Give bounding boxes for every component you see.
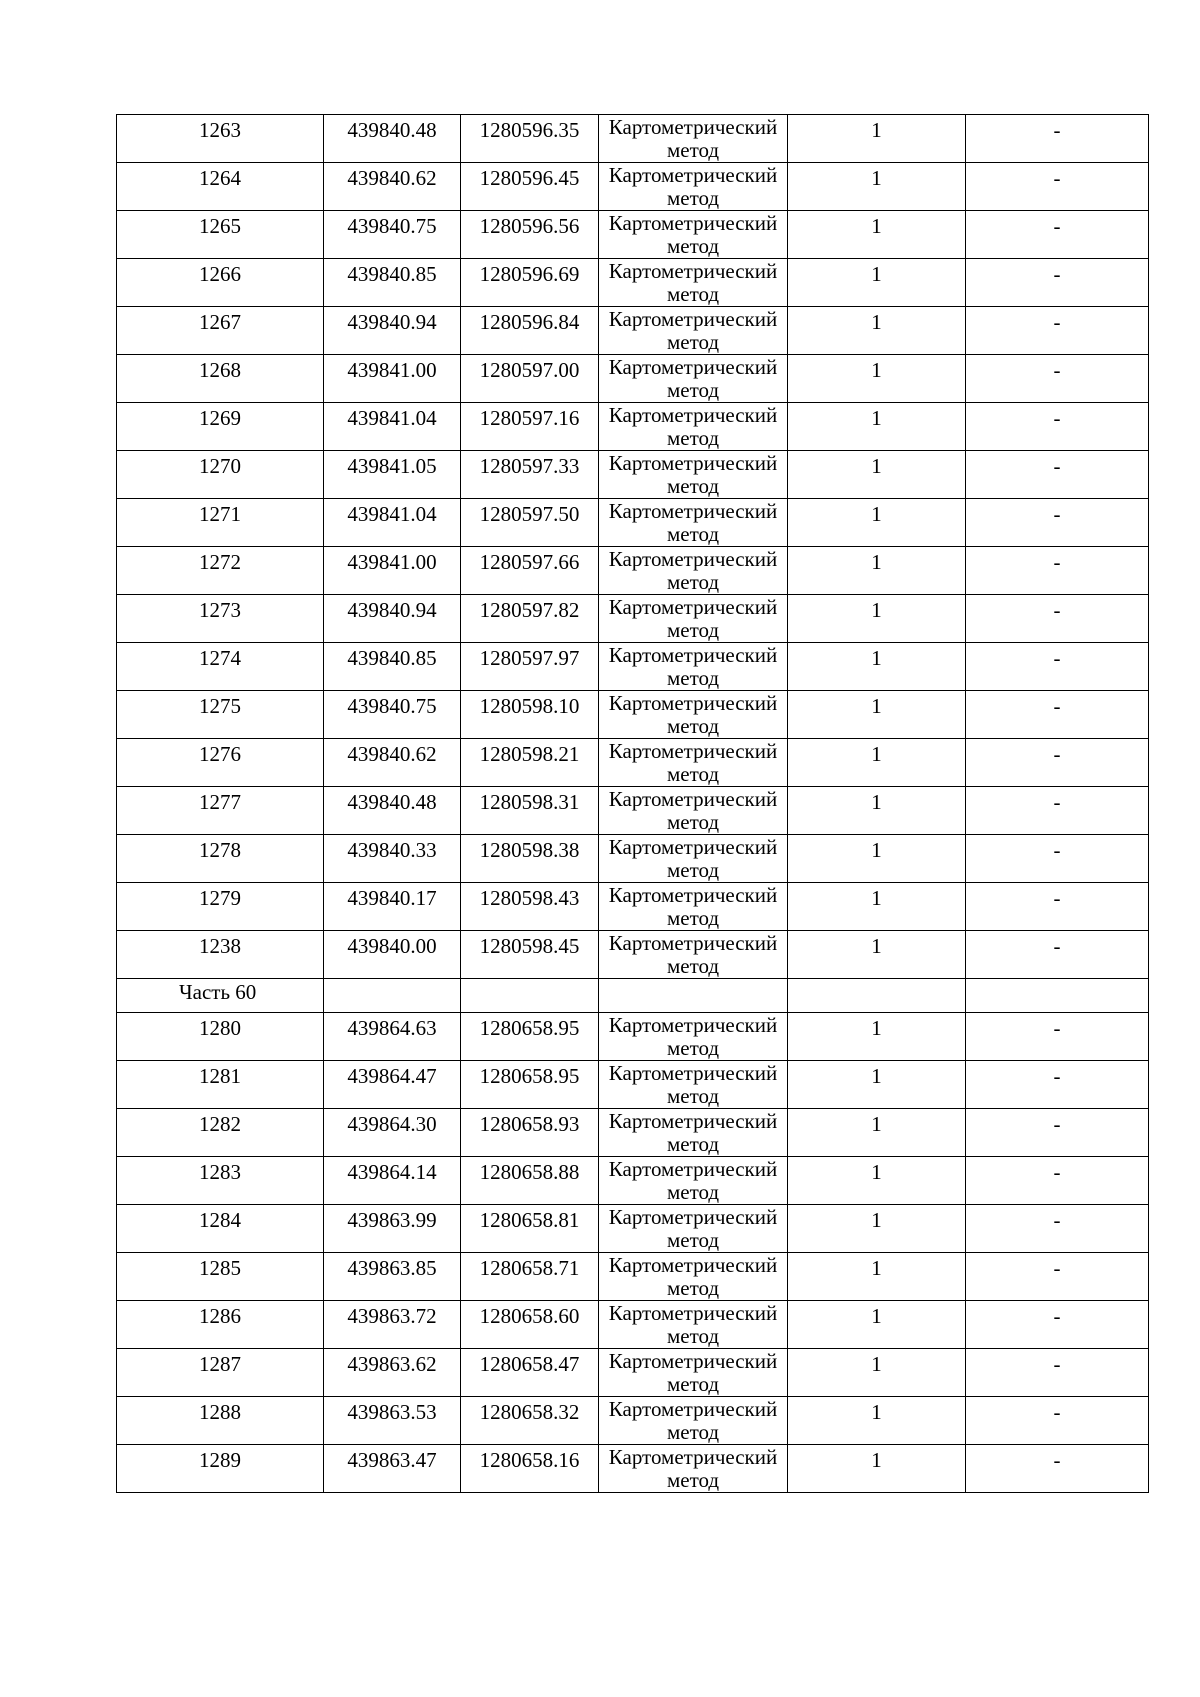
method-text-line: Картометрический <box>608 787 778 811</box>
method-cell <box>599 595 788 643</box>
x-coordinate-cell: 439840.33 <box>324 835 461 883</box>
method-text-line: Картометрический <box>608 835 778 859</box>
point-number-cell: 1263 <box>117 115 324 163</box>
table-row <box>117 1397 1149 1445</box>
x-coordinate-cell: 439863.62 <box>324 1349 461 1397</box>
x-coordinate-cell: 439841.04 <box>324 403 461 451</box>
y-coordinate-cell: 1280598.10 <box>461 691 599 739</box>
y-coordinate-cell: 1280597.66 <box>461 547 599 595</box>
point-number-cell: 1280 <box>117 1013 324 1061</box>
x-coordinate-cell: 439840.48 <box>324 787 461 835</box>
y-coordinate-cell: 1280596.69 <box>461 259 599 307</box>
precision-cell: 1 <box>788 1157 966 1205</box>
method-text-line: метод <box>666 570 720 594</box>
method-text-line: Картометрический <box>608 1349 778 1373</box>
method-text-line: метод <box>666 666 720 690</box>
note-cell: - <box>966 259 1149 307</box>
method-text-line: Картометрический <box>608 451 778 475</box>
table-row <box>117 835 1149 883</box>
x-coordinate-cell: 439840.17 <box>324 883 461 931</box>
point-number-cell: 1274 <box>117 643 324 691</box>
method-text-line: Картометрический <box>608 1253 778 1277</box>
note-cell: - <box>966 1301 1149 1349</box>
precision-cell: 1 <box>788 1013 966 1061</box>
point-number-cell: 1271 <box>117 499 324 547</box>
method-cell <box>599 211 788 259</box>
x-coordinate-cell: 439863.47 <box>324 1445 461 1493</box>
note-cell: - <box>966 307 1149 355</box>
point-number-cell: 1285 <box>117 1253 324 1301</box>
x-coordinate-cell: 439840.75 <box>324 691 461 739</box>
point-number-cell: 1282 <box>117 1109 324 1157</box>
precision-cell: 1 <box>788 451 966 499</box>
empty-cell <box>324 979 461 1013</box>
method-text-line: метод <box>666 1276 720 1300</box>
note-cell: - <box>966 163 1149 211</box>
note-cell: - <box>966 451 1149 499</box>
y-coordinate-cell: 1280658.71 <box>461 1253 599 1301</box>
precision-cell: 1 <box>788 211 966 259</box>
table-row <box>117 1109 1149 1157</box>
method-text-line: Картометрический <box>608 739 778 763</box>
y-coordinate-cell: 1280658.81 <box>461 1205 599 1253</box>
point-number-cell: 1284 <box>117 1205 324 1253</box>
table-row <box>117 1349 1149 1397</box>
method-text-line: метод <box>666 858 720 882</box>
y-coordinate-cell: 1280597.82 <box>461 595 599 643</box>
y-coordinate-cell: 1280658.32 <box>461 1397 599 1445</box>
y-coordinate-cell: 1280598.21 <box>461 739 599 787</box>
x-coordinate-cell: 439863.85 <box>324 1253 461 1301</box>
note-cell: - <box>966 547 1149 595</box>
note-cell: - <box>966 1109 1149 1157</box>
method-text-line: метод <box>666 810 720 834</box>
precision-cell: 1 <box>788 403 966 451</box>
method-cell <box>599 931 788 979</box>
table-row <box>117 451 1149 499</box>
note-cell: - <box>966 1445 1149 1493</box>
point-number-cell: 1265 <box>117 211 324 259</box>
x-coordinate-cell: 439863.99 <box>324 1205 461 1253</box>
method-text-line: метод <box>666 138 720 162</box>
method-text-line: Картометрический <box>608 691 778 715</box>
method-cell <box>599 163 788 211</box>
point-number-cell: 1281 <box>117 1061 324 1109</box>
table-row <box>117 355 1149 403</box>
method-cell <box>599 547 788 595</box>
method-text-line: метод <box>666 234 720 258</box>
x-coordinate-cell: 439841.00 <box>324 547 461 595</box>
table-row <box>117 739 1149 787</box>
note-cell: - <box>966 739 1149 787</box>
method-text-line: Картометрический <box>608 931 778 955</box>
precision-cell: 1 <box>788 691 966 739</box>
note-cell: - <box>966 403 1149 451</box>
method-text-line: Картометрический <box>608 499 778 523</box>
note-cell: - <box>966 643 1149 691</box>
x-coordinate-cell: 439840.85 <box>324 643 461 691</box>
method-cell <box>599 1253 788 1301</box>
point-number-cell: 1288 <box>117 1397 324 1445</box>
y-coordinate-cell: 1280658.95 <box>461 1013 599 1061</box>
method-text-line: Картометрический <box>608 1157 778 1181</box>
method-cell <box>599 883 788 931</box>
method-text-line: Картометрический <box>608 1445 778 1469</box>
precision-cell: 1 <box>788 259 966 307</box>
precision-cell: 1 <box>788 1445 966 1493</box>
part-header-row <box>117 979 1149 1013</box>
note-cell: - <box>966 595 1149 643</box>
point-number-cell: 1283 <box>117 1157 324 1205</box>
y-coordinate-cell: 1280597.16 <box>461 403 599 451</box>
y-coordinate-cell: 1280596.56 <box>461 211 599 259</box>
precision-cell: 1 <box>788 835 966 883</box>
point-number-cell: 1268 <box>117 355 324 403</box>
point-number-cell: 1289 <box>117 1445 324 1493</box>
method-text-line: метод <box>666 714 720 738</box>
y-coordinate-cell: 1280658.16 <box>461 1445 599 1493</box>
method-text-line: Картометрический <box>608 595 778 619</box>
coordinates-table-body <box>117 115 1149 1493</box>
note-cell: - <box>966 499 1149 547</box>
note-cell: - <box>966 355 1149 403</box>
method-cell <box>599 691 788 739</box>
x-coordinate-cell: 439840.62 <box>324 163 461 211</box>
y-coordinate-cell: 1280658.93 <box>461 1109 599 1157</box>
point-number-cell: 1276 <box>117 739 324 787</box>
note-cell: - <box>966 1349 1149 1397</box>
table-row <box>117 307 1149 355</box>
point-number-cell: 1286 <box>117 1301 324 1349</box>
method-cell <box>599 259 788 307</box>
point-number-cell: 1275 <box>117 691 324 739</box>
method-text-line: Картометрический <box>608 211 778 235</box>
precision-cell: 1 <box>788 1061 966 1109</box>
precision-cell: 1 <box>788 355 966 403</box>
point-number-cell: 1270 <box>117 451 324 499</box>
method-text-line: метод <box>666 1084 720 1108</box>
empty-cell <box>599 979 788 1013</box>
method-text-line: метод <box>666 1468 720 1492</box>
empty-cell <box>966 979 1149 1013</box>
method-cell <box>599 1205 788 1253</box>
method-text-line: Картометрический <box>608 547 778 571</box>
note-cell: - <box>966 1205 1149 1253</box>
method-cell <box>599 451 788 499</box>
table-row <box>117 163 1149 211</box>
point-number-cell: 1238 <box>117 931 324 979</box>
method-cell <box>599 403 788 451</box>
y-coordinate-cell: 1280596.45 <box>461 163 599 211</box>
note-cell: - <box>966 1061 1149 1109</box>
precision-cell: 1 <box>788 1253 966 1301</box>
precision-cell: 1 <box>788 307 966 355</box>
method-text-line: метод <box>666 426 720 450</box>
y-coordinate-cell: 1280598.31 <box>461 787 599 835</box>
precision-cell: 1 <box>788 883 966 931</box>
method-cell <box>599 355 788 403</box>
y-coordinate-cell: 1280598.38 <box>461 835 599 883</box>
method-text-line: Картометрический <box>608 1205 778 1229</box>
method-text-line: Картометрический <box>608 883 778 907</box>
method-text-line: Картометрический <box>608 259 778 283</box>
y-coordinate-cell: 1280596.84 <box>461 307 599 355</box>
table-row <box>117 1061 1149 1109</box>
method-text-line: Картометрический <box>608 643 778 667</box>
y-coordinate-cell: 1280598.45 <box>461 931 599 979</box>
x-coordinate-cell: 439864.63 <box>324 1013 461 1061</box>
y-coordinate-cell: 1280658.47 <box>461 1349 599 1397</box>
precision-cell: 1 <box>788 931 966 979</box>
method-cell <box>599 787 788 835</box>
note-cell: - <box>966 115 1149 163</box>
table-row <box>117 931 1149 979</box>
method-text-line: Картометрический <box>608 1109 778 1133</box>
note-cell: - <box>966 1397 1149 1445</box>
method-cell <box>599 739 788 787</box>
method-text-line: метод <box>666 1420 720 1444</box>
method-text-line: метод <box>666 330 720 354</box>
method-text-line: Картометрический <box>608 115 778 139</box>
method-text-line: метод <box>666 906 720 930</box>
note-cell: - <box>966 211 1149 259</box>
point-number-cell: 1277 <box>117 787 324 835</box>
x-coordinate-cell: 439840.85 <box>324 259 461 307</box>
y-coordinate-cell: 1280597.50 <box>461 499 599 547</box>
precision-cell: 1 <box>788 547 966 595</box>
method-text-line: метод <box>666 522 720 546</box>
x-coordinate-cell: 439840.00 <box>324 931 461 979</box>
method-text-line: Картометрический <box>608 307 778 331</box>
method-text-line: Картометрический <box>608 355 778 379</box>
method-text-line: Картометрический <box>608 1301 778 1325</box>
precision-cell: 1 <box>788 1349 966 1397</box>
method-text-line: метод <box>666 1372 720 1396</box>
method-cell <box>599 835 788 883</box>
empty-cell <box>788 979 966 1013</box>
precision-cell: 1 <box>788 1109 966 1157</box>
method-text-line: метод <box>666 954 720 978</box>
precision-cell: 1 <box>788 1397 966 1445</box>
y-coordinate-cell: 1280597.33 <box>461 451 599 499</box>
x-coordinate-cell: 439841.04 <box>324 499 461 547</box>
note-cell: - <box>966 883 1149 931</box>
method-cell <box>599 1061 788 1109</box>
x-coordinate-cell: 439840.94 <box>324 595 461 643</box>
method-cell <box>599 1109 788 1157</box>
point-number-cell: 1273 <box>117 595 324 643</box>
precision-cell: 1 <box>788 739 966 787</box>
x-coordinate-cell: 439841.00 <box>324 355 461 403</box>
method-text-line: метод <box>666 762 720 786</box>
x-coordinate-cell: 439840.94 <box>324 307 461 355</box>
table-row <box>117 499 1149 547</box>
precision-cell: 1 <box>788 787 966 835</box>
method-text-line: Картометрический <box>608 403 778 427</box>
method-text-line: метод <box>666 1228 720 1252</box>
method-cell <box>599 1445 788 1493</box>
y-coordinate-cell: 1280658.95 <box>461 1061 599 1109</box>
table-row <box>117 1157 1149 1205</box>
x-coordinate-cell: 439863.53 <box>324 1397 461 1445</box>
precision-cell: 1 <box>788 1205 966 1253</box>
method-cell <box>599 643 788 691</box>
method-text-line: Картометрический <box>608 1061 778 1085</box>
table-row <box>117 1301 1149 1349</box>
method-text-line: метод <box>666 378 720 402</box>
method-text-line: метод <box>666 1180 720 1204</box>
precision-cell: 1 <box>788 643 966 691</box>
method-text-line: метод <box>666 186 720 210</box>
precision-cell: 1 <box>788 163 966 211</box>
table-row <box>117 403 1149 451</box>
y-coordinate-cell: 1280598.43 <box>461 883 599 931</box>
table-row <box>117 595 1149 643</box>
table-row <box>117 547 1149 595</box>
y-coordinate-cell: 1280658.60 <box>461 1301 599 1349</box>
table-row <box>117 259 1149 307</box>
x-coordinate-cell: 439840.62 <box>324 739 461 787</box>
table-row <box>117 691 1149 739</box>
empty-cell <box>461 979 599 1013</box>
table-row <box>117 643 1149 691</box>
method-text-line: метод <box>666 1036 720 1060</box>
note-cell: - <box>966 835 1149 883</box>
note-cell: - <box>966 931 1149 979</box>
method-cell <box>599 1301 788 1349</box>
x-coordinate-cell: 439864.30 <box>324 1109 461 1157</box>
point-number-cell: 1267 <box>117 307 324 355</box>
method-cell <box>599 1397 788 1445</box>
table-row <box>117 787 1149 835</box>
precision-cell: 1 <box>788 115 966 163</box>
method-text-line: метод <box>666 474 720 498</box>
y-coordinate-cell: 1280597.00 <box>461 355 599 403</box>
table-row <box>117 1445 1149 1493</box>
method-text-line: метод <box>666 1132 720 1156</box>
x-coordinate-cell: 439863.72 <box>324 1301 461 1349</box>
precision-cell: 1 <box>788 499 966 547</box>
method-cell <box>599 1013 788 1061</box>
x-coordinate-cell: 439841.05 <box>324 451 461 499</box>
note-cell: - <box>966 1157 1149 1205</box>
point-number-cell: 1266 <box>117 259 324 307</box>
x-coordinate-cell: 439840.75 <box>324 211 461 259</box>
table-row <box>117 1013 1149 1061</box>
note-cell: - <box>966 691 1149 739</box>
method-text-line: метод <box>666 282 720 306</box>
method-text-line: Картометрический <box>608 1397 778 1421</box>
y-coordinate-cell: 1280597.97 <box>461 643 599 691</box>
coordinates-table <box>116 114 1149 1493</box>
method-cell <box>599 499 788 547</box>
table-row <box>117 211 1149 259</box>
point-number-cell: 1287 <box>117 1349 324 1397</box>
method-cell <box>599 1349 788 1397</box>
table-row <box>117 1205 1149 1253</box>
note-cell: - <box>966 1253 1149 1301</box>
part-label: Часть 60 <box>117 979 324 1013</box>
point-number-cell: 1272 <box>117 547 324 595</box>
x-coordinate-cell: 439864.47 <box>324 1061 461 1109</box>
method-text-line: Картометрический <box>608 1013 778 1037</box>
method-cell <box>599 307 788 355</box>
x-coordinate-cell: 439864.14 <box>324 1157 461 1205</box>
y-coordinate-cell: 1280596.35 <box>461 115 599 163</box>
table-row <box>117 115 1149 163</box>
method-text-line: Картометрический <box>608 163 778 187</box>
point-number-cell: 1269 <box>117 403 324 451</box>
method-cell <box>599 115 788 163</box>
point-number-cell: 1278 <box>117 835 324 883</box>
x-coordinate-cell: 439840.48 <box>324 115 461 163</box>
point-number-cell: 1279 <box>117 883 324 931</box>
note-cell: - <box>966 1013 1149 1061</box>
table-row <box>117 1253 1149 1301</box>
precision-cell: 1 <box>788 595 966 643</box>
y-coordinate-cell: 1280658.88 <box>461 1157 599 1205</box>
note-cell: - <box>966 787 1149 835</box>
point-number-cell: 1264 <box>117 163 324 211</box>
method-text-line: метод <box>666 618 720 642</box>
table-row <box>117 883 1149 931</box>
method-cell <box>599 1157 788 1205</box>
precision-cell: 1 <box>788 1301 966 1349</box>
method-text-line: метод <box>666 1324 720 1348</box>
